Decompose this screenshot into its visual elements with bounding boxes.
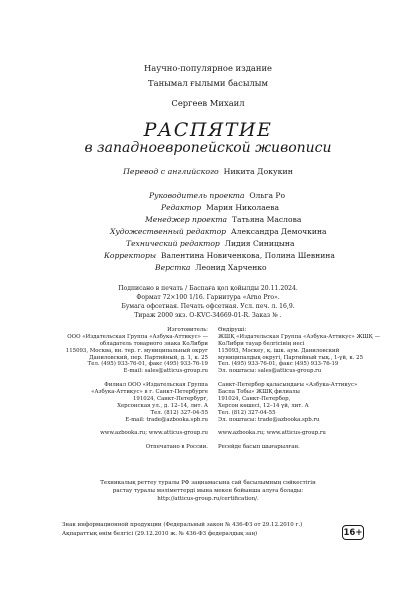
column-line: КоЛибри тауар белгісінің иесі: [218, 340, 305, 347]
column-line: Эл. поштасы: trade@azbooka.spb.ru: [218, 416, 320, 423]
column-line: [58, 437, 208, 444]
age-rating-badge: 16+: [342, 525, 364, 540]
credit-name: Лидия Синицына: [224, 239, 295, 248]
column-line: Херсонская ул., д. 12–14, лит. А: [117, 402, 208, 409]
manufacturer-ru-column: [58, 327, 208, 451]
credit-role: Верстка: [155, 263, 191, 272]
column-line: обладатель товарного знака КоЛибри: [99, 340, 208, 347]
credit-role: Редактор: [161, 203, 202, 212]
credit-role: Технический редактор: [126, 239, 220, 248]
translation-credit: [0, 167, 416, 176]
column-line: Тел. (812) 327-04-55: [150, 409, 208, 416]
credit-role: Художественный редактор: [110, 227, 227, 236]
column-line: www.azbooka.ru; www.atticus-group.ru: [100, 430, 208, 437]
certification-line: Техникалық реттеу туралы РФ заңнамасына сай басылымның сәйкестігін: [100, 480, 316, 486]
column-line: Эл. поштасы: sales@atticus-group.ru: [218, 368, 322, 375]
print-info-line: Подписано в печать / Баспаға қол қойылды 20.11.2024.: [118, 285, 298, 292]
column-line: Херсон көшесі, 12–14 үй, лит. А: [218, 402, 309, 409]
print-info-line: Тираж 2000 экз. O-KVC-34669-01-R. Заказ № .: [134, 312, 282, 319]
translator-name: Никита Докукин: [223, 167, 293, 176]
book-subtitle: в западноевропейской живописи: [84, 140, 332, 156]
translation-role: Перевод с английского: [123, 167, 219, 176]
credit-role: Менеджер проекта: [145, 215, 228, 224]
credit-name: Леонид Харченко: [195, 263, 267, 272]
column-line: [58, 423, 208, 430]
column-line: «Азбука-Аттикус» в г. Санкт-Петербурге: [91, 389, 208, 396]
author-name: Сергеев Михаил: [171, 98, 245, 108]
column-line: 115093, Мәскеу, қ. ішк. аум. Даниловский: [218, 347, 340, 354]
print-info-line: Формат 72×100 1/16. Гарнитура «Arno Pro».: [136, 294, 280, 301]
column-line: Өндіруші:: [218, 327, 247, 333]
column-line: Филиал ООО «Издательская Группа: [104, 382, 208, 389]
column-line: Ресейде басып шығарылған.: [218, 444, 300, 451]
credit-row: [0, 239, 416, 248]
certification-line: растау туралы мәліметтерді мына мекен бойынша алуға болады:: [112, 488, 304, 494]
column-line: 191024, Санкт-Петербор,: [218, 395, 291, 402]
manufacturer-kz-column: [218, 327, 380, 451]
column-line: E-mail: sales@atticus-group.ru: [123, 368, 208, 375]
credit-row: [0, 227, 416, 236]
edition-type: Научно-популярное издание: [144, 63, 272, 73]
credit-name: Валентина Новиченкова, Полина Шевнина: [160, 251, 335, 260]
column-line: Тел. (495) 933-76-01, факс (495) 933-76-19: [218, 361, 339, 368]
credit-name: Мария Николаева: [205, 203, 280, 212]
credit-name: Александра Демочкина: [230, 227, 327, 236]
info-sign-line: Ақпараттық өнім белгісі (29.12.2010 ж. № 436-ФЗ федералдық заң): [62, 531, 258, 537]
print-info-line: Бумага офсетная. Печать офсетная. Усл. печ. л. 16,9.: [121, 303, 295, 310]
column-line: Отпечатано в России.: [145, 444, 208, 451]
credit-row: [0, 215, 416, 224]
column-line: [218, 423, 368, 430]
column-line: www.azbooka.ru; www.atticus-group.ru: [218, 430, 326, 437]
column-line: Изготовитель:: [167, 327, 208, 333]
edition-type-kz: Танымал ғылыми басылым: [147, 78, 268, 88]
credit-role: Корректоры: [104, 251, 157, 260]
credit-name: Ольга Ро: [249, 191, 286, 200]
info-sign-line: Знак информационной продукции (Федеральный закон № 436-ФЗ от 29.12.2010 г.): [62, 522, 303, 528]
column-line: E-mail: trade@azbooka.spb.ru: [125, 416, 208, 423]
certification-url: http://atticus-group.ru/certification/.: [157, 496, 259, 502]
column-line: 191024, Санкт-Петербург,: [132, 395, 208, 402]
column-line: Тел. (495) 933-76-01, факс (495) 933-76-19: [87, 361, 208, 368]
credit-role: Руководитель проекта: [149, 191, 245, 200]
column-line: ООО «Издательская Группа «Азбука-Аттикус» —: [67, 333, 208, 340]
credit-row: [0, 191, 416, 200]
credit-name: Татьяна Маслова: [231, 215, 302, 224]
book-title: РАСПЯТИЕ: [143, 119, 273, 141]
credit-row: [0, 263, 416, 272]
credit-row: [0, 251, 416, 260]
column-line: [58, 375, 208, 382]
credit-row: [0, 203, 416, 212]
column-line: муниципалдық округі, Партийный тық., 1-үй, к. 25: [218, 354, 364, 361]
column-line: Санкт-Петербор қаласындағы «Азбука-Аттикус»: [218, 382, 358, 389]
column-line: 115093, Москва, вн. тер. г. муниципальный округ: [65, 347, 208, 354]
column-line: Баспа Тобы» ЖШҚ филиалы: [218, 389, 300, 396]
column-line: Тел. (812) 327-04-55: [218, 409, 276, 416]
column-line: ЖШҚ «Издательская Группа «Азбука-Аттикус» ЖШҚ —: [218, 333, 380, 340]
column-line: Даниловский, пер. Партийный, д. 1, к. 25: [89, 354, 208, 361]
